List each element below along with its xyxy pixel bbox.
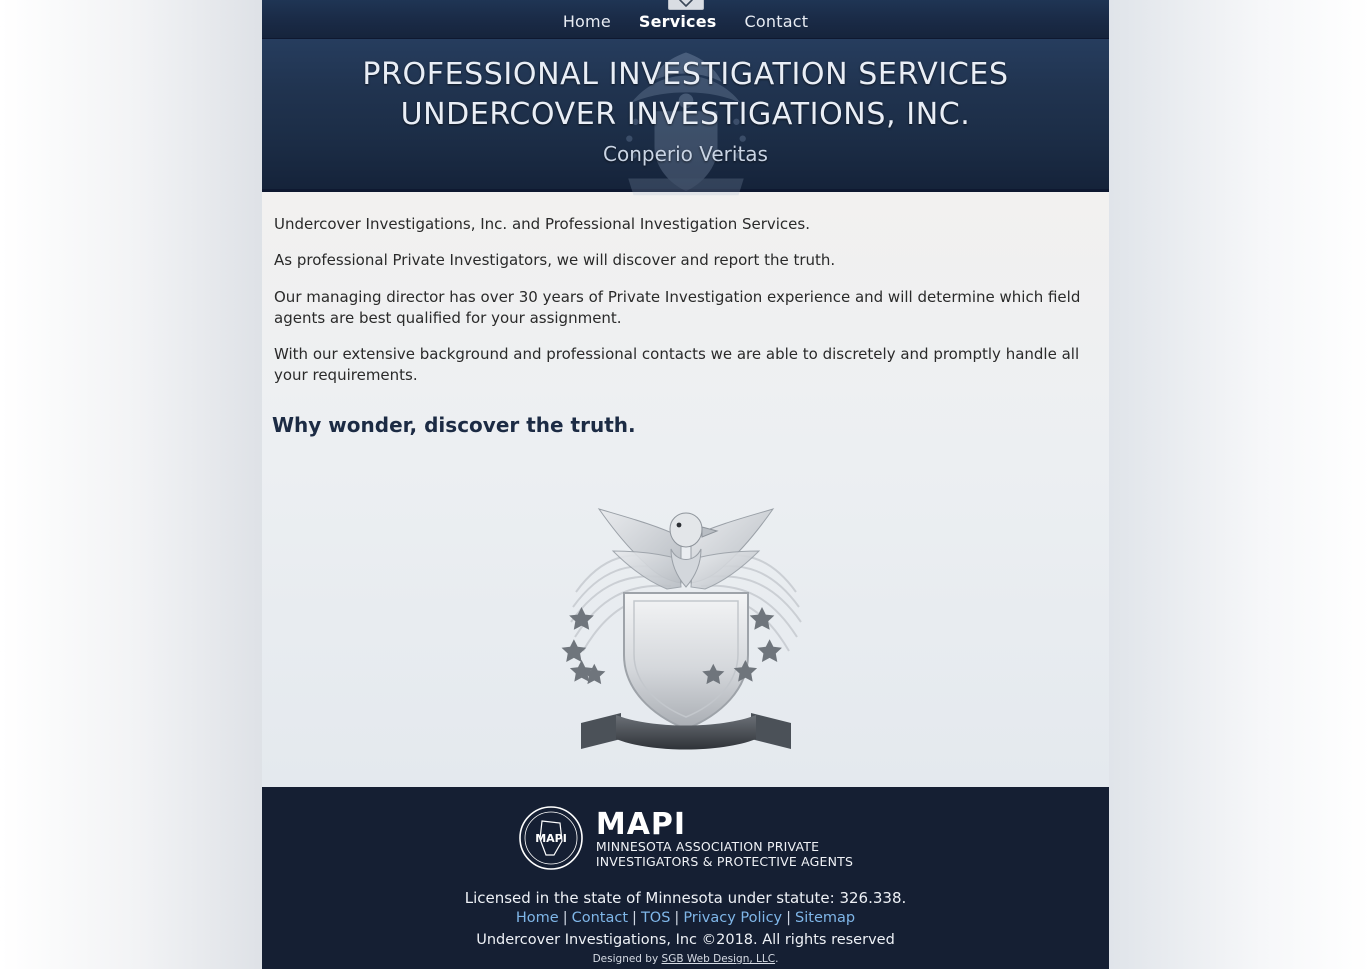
designer-link[interactable]: SGB Web Design, LLC (661, 952, 776, 965)
mapi-seal-icon (518, 805, 584, 875)
intro-paragraph-4: With our extensive background and professional contacts we are able to discretely and promptly handle all your requirements. (274, 345, 1080, 385)
site-footer (262, 787, 1109, 969)
call-to-action-text: Why wonder, discover the truth. (272, 412, 636, 437)
intro-paragraph-1: Undercover Investigations, Inc. and Professional Investigation Services. (274, 215, 810, 233)
page-title-line2: UNDERCOVER INVESTIGATIONS, INC. (400, 96, 971, 132)
nav-item-contact[interactable]: Contact (744, 11, 809, 31)
intro-paragraph-3: Our managing director has over 30 years of Private Investigation experience and will determine which field agents are best qualified for your assignment. (274, 287, 1081, 327)
footer-link-contact[interactable]: Contact (571, 909, 629, 926)
website-page (262, 0, 1109, 965)
body-crest-icon (268, 457, 1103, 777)
svg-text:MAPI: MAPI (535, 831, 567, 845)
designed-by-suffix: . (775, 952, 779, 965)
intro-paragraph-2: As professional Private Investigators, we will discover and report the truth. (274, 251, 836, 270)
mapi-badge (272, 805, 1099, 875)
footer-link-privacy-policy[interactable]: Privacy Policy (683, 909, 783, 926)
nav-item-services[interactable]: Services (638, 11, 717, 31)
mapi-subtitle-line1: MINNESOTA ASSOCIATION PRIVATE (595, 839, 820, 855)
main-content (262, 192, 1109, 787)
footer-link-list (272, 910, 1099, 926)
link-separator: | (632, 909, 637, 926)
mapi-subtitle-line2: INVESTIGATORS & PROTECTIVE AGENTS (595, 853, 854, 869)
designed-by-prefix: Designed by (592, 952, 662, 965)
page-title (262, 55, 1109, 134)
link-separator: | (786, 909, 792, 926)
footer-link-tos[interactable]: TOS (640, 909, 671, 926)
copyright-text: Undercover Investigations, Inc ©2018. All rights reserved (476, 931, 895, 948)
header-tagline: Conperio Veritas (603, 142, 768, 167)
link-separator: | (674, 909, 680, 926)
footer-link-sitemap[interactable]: Sitemap (795, 909, 856, 926)
page-title-line1: PROFESSIONAL INVESTIGATION SERVICES (362, 57, 1009, 92)
header-text-block (262, 39, 1109, 166)
nav-item-home[interactable]: Home (562, 11, 611, 31)
chevron-down-icon[interactable] (668, 0, 704, 10)
link-separator: | (562, 909, 568, 926)
footer-link-home[interactable]: Home (515, 909, 559, 926)
license-text: Licensed in the state of Minnesota under statute: 326.338. (464, 888, 907, 907)
site-header (262, 39, 1109, 192)
designed-by-text (272, 953, 1099, 965)
mapi-title: MAPI (595, 807, 687, 843)
